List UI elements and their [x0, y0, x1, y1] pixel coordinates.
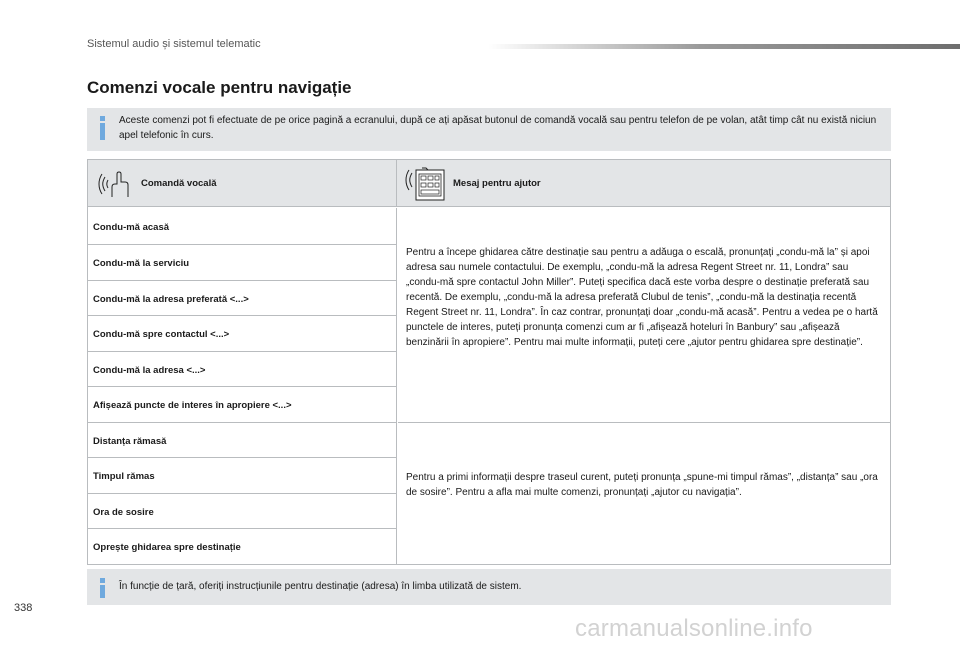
header-cell-help: [398, 160, 890, 206]
table-row: [88, 458, 397, 494]
voice-commands-table: [87, 159, 891, 565]
command-label: Afișează puncte de interes în apropiere <...>: [93, 400, 292, 411]
table-row: [88, 494, 397, 529]
watermark: carmanualsonline.info: [575, 615, 813, 642]
header-gradient-bar: [488, 44, 960, 49]
command-label: Condu-mă acasă: [93, 222, 170, 233]
page-number: 338: [14, 602, 33, 614]
table-row: [88, 423, 397, 458]
command-label: Condu-mă la adresa preferată <...>: [93, 294, 249, 305]
info-note-bottom: [87, 569, 891, 605]
info-note-top: [87, 108, 891, 151]
table-row: [88, 208, 397, 245]
help-text: Pentru a începe ghidarea către destinație sau pentru a adăuga o escală, pronunțați „condu-mă la” și apoi adresa sau numele contactului. De exemplu, „condu-mă la adresa Regent Street nr. 11, Londra” sau „condu-mă spre contactul John Miller”. Puteți specifica dacă este vorba despre o destinație preferată sau recentă. De exemplu, „condu-mă la adresa preferată Clubul de tenis”, „condu-mă la destinația recentă Regent Street nr. 11, Londra”. În caz contrar, pronunțați doar „condu-mă acasă”. Pentru a vedea pe o hartă punctele de interes, puteți pronunța comenzi cum ar fi „afișează hoteluri în Banbury” sau „afișează benzinării în apropiere”. Pentru mai multe informații, puteți cere „ajutor pentru ghidarea spre destinație”.: [406, 247, 878, 348]
running-header: Sistemul audio și sistemul telematic: [87, 38, 261, 50]
page-title: Comenzi vocale pentru navigație: [87, 78, 352, 97]
info-note-text: În funcție de țară, oferiți instrucțiunile pentru destinație (adresa) în limba utilizată de sistem.: [119, 581, 522, 592]
command-label: Distanța rămasă: [93, 436, 167, 447]
help-cell-navigation: [398, 208, 890, 423]
help-cell-route-info: [398, 423, 890, 565]
table-row: [88, 352, 397, 387]
table-row: [88, 245, 397, 281]
command-label: Condu-mă la serviciu: [93, 258, 190, 269]
command-label: Condu-mă spre contactul <...>: [93, 329, 230, 340]
command-label: Condu-mă la adresa <...>: [93, 365, 206, 376]
table-row: [88, 281, 397, 316]
table-row: [88, 529, 397, 565]
info-icon: [100, 116, 106, 140]
info-note-text: Aceste comenzi pot fi efectuate de pe orice pagină a ecranului, după ce ați apăsat butonul de comandă vocală sau pentru telefon de pe volan, atât timp cât nu există niciun apel telefonic în curs.: [119, 115, 877, 141]
command-label: Oprește ghidarea spre destinație: [93, 542, 241, 553]
command-label: Timpul rămas: [93, 471, 155, 482]
voice-help-screen-icon: [404, 166, 448, 207]
table-header: [88, 160, 890, 207]
table-row: [88, 387, 397, 423]
header-label-command: Comandă vocală: [141, 178, 217, 189]
info-icon: [100, 578, 106, 598]
header-cell-command: [88, 160, 397, 206]
command-column: [88, 208, 397, 565]
table-row: [88, 316, 397, 352]
header-label-help: Mesaj pentru ajutor: [453, 178, 541, 189]
command-label: Ora de sosire: [93, 507, 154, 518]
help-text: Pentru a primi informații despre traseul curent, puteți pronunța „spune-mi timpul rămas”, „distanța” sau „ora de sosire”. Pentru a afla mai multe comenzi, pronunțați „ajutor cu navigația”.: [406, 472, 878, 498]
voice-command-icon: [96, 170, 130, 203]
